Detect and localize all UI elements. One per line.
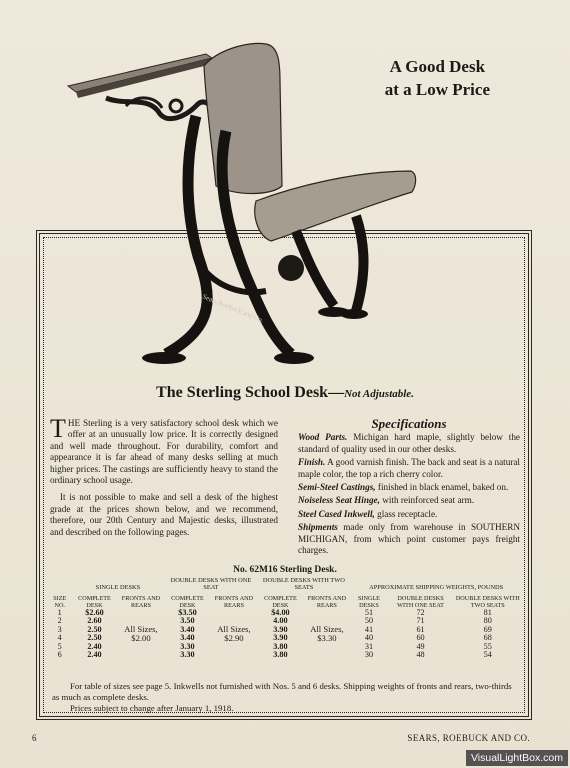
- col-fronts: FRONTS AND REARS: [121, 595, 161, 609]
- publisher-footer: SEARS, ROEBUCK AND CO.: [407, 733, 530, 743]
- table-row: 1 $2.60 All Sizes, $2.00 $3.50 All Sizes, $2.90 $4.00 All Sizes, $3.30 51 72 81: [48, 609, 522, 617]
- page-number: 6: [32, 733, 37, 743]
- price-table: [48, 577, 522, 659]
- col-complete: COMPLETE DESK: [264, 595, 297, 609]
- col-weight-single: SINGLE DESKS: [357, 595, 380, 609]
- col-complete: COMPLETE DESK: [171, 595, 204, 609]
- casting-lettering: Sears,Roebuck and Co.: [201, 292, 265, 325]
- drop-cap: T: [50, 414, 66, 443]
- intro-text: [50, 414, 278, 544]
- col-fronts: FRONTS AND REARS: [307, 595, 347, 609]
- spec-item: Shipments made only from warehouse in SOUTHERN MICHIGAN, from which point customer pays freight charges.: [298, 522, 520, 556]
- all-sizes-two: All Sizes, $3.30: [310, 623, 344, 644]
- group-one-seat: DOUBLE DESKS WITH ONE SEAT: [170, 577, 252, 591]
- spec-item: Semi-Steel Castings, finished in black enamel, baked on.: [298, 482, 509, 493]
- headline-line-2: at a Low Price: [384, 80, 490, 99]
- col-weight-two: DOUBLE DESKS WITH TWO SEATS: [455, 595, 520, 609]
- all-sizes-one: All Sizes, $2.90: [217, 623, 251, 644]
- title-sub: Not Adjustable.: [344, 388, 414, 400]
- spec-item: Steel Cased Inkwell, glass receptacle.: [298, 508, 438, 519]
- intro-paragraph-2: It is not possible to make and sell a desk of the highest grade at the prices shown below, and we recommend, therefore, our 20th Century and Majestic desks, illustrated and described on the following pages.: [50, 492, 278, 537]
- headline-line-1: A Good Desk: [389, 57, 486, 76]
- table-row: 2 2.60 3.50 4.00 50 71 80: [57, 616, 492, 626]
- table-row: 5 2.40 3.30 3.80 31 49 55: [57, 641, 492, 651]
- group-weights: APPROXIMATE SHIPPING WEIGHTS, POUNDS: [369, 584, 504, 591]
- specs-heading: Specifications: [371, 416, 447, 431]
- watermark: VisualLightBox.com: [466, 750, 568, 766]
- spec-item: Noiseless Seat Hinge, with reinforced seat arm.: [298, 495, 475, 506]
- page-title: [0, 384, 570, 402]
- school-desk-illustration: [66, 36, 422, 376]
- title-dash: —: [328, 384, 345, 401]
- spec-item: Wood Parts. Michigan hard maple, slightly below the standard of quality used in our other desks.: [298, 432, 520, 454]
- table-row: 6 2.40 3.30 3.80 30 48 54: [57, 650, 492, 660]
- group-two-seats: DOUBLE DESKS WITH TWO SEATS: [262, 577, 345, 591]
- table-row: 3 2.50 3.40 3.90 41 61 69: [57, 624, 492, 634]
- col-size: SIZE NO.: [53, 595, 67, 609]
- table-notes: [52, 681, 520, 714]
- note-prices: Prices subject to change after January 1, 1918.: [70, 703, 234, 713]
- col-fronts: FRONTS AND REARS: [214, 595, 254, 609]
- col-weight-one: DOUBLE DESKS WITH ONE SEAT: [397, 595, 444, 609]
- specifications: [298, 418, 520, 558]
- group-single: SINGLE DESKS: [95, 584, 141, 591]
- spec-item: Finish. A good varnish finish. The back and seat is a natural maple color, the top a rich cherry color.: [298, 457, 520, 479]
- title-main: The Sterling School Desk: [156, 384, 329, 401]
- note-sizes: For table of sizes see page 5. Inkwells not furnished with Nos. 5 and 6 desks. Shipping weights of fronts and rears, two-thirds as much as complete desks.: [52, 681, 512, 702]
- table-title: No. 62M16 Sterling Desk.: [233, 565, 337, 575]
- intro-paragraph-1: HE Sterling is a very satisfactory school desk which we offer at an unusually low price. It is correctly designed and well made throughout. For durability, comfort and appearance it is far ahead of many desks selling at much higher prices. The castings are sufficiently heavy to stand the ordinary school usage.: [50, 418, 278, 486]
- col-complete: COMPLETE DESK: [78, 595, 111, 609]
- table-row: 4 2.50 3.40 3.90 40 60 68: [57, 633, 492, 643]
- all-sizes-single: All Sizes, $2.00: [124, 623, 158, 644]
